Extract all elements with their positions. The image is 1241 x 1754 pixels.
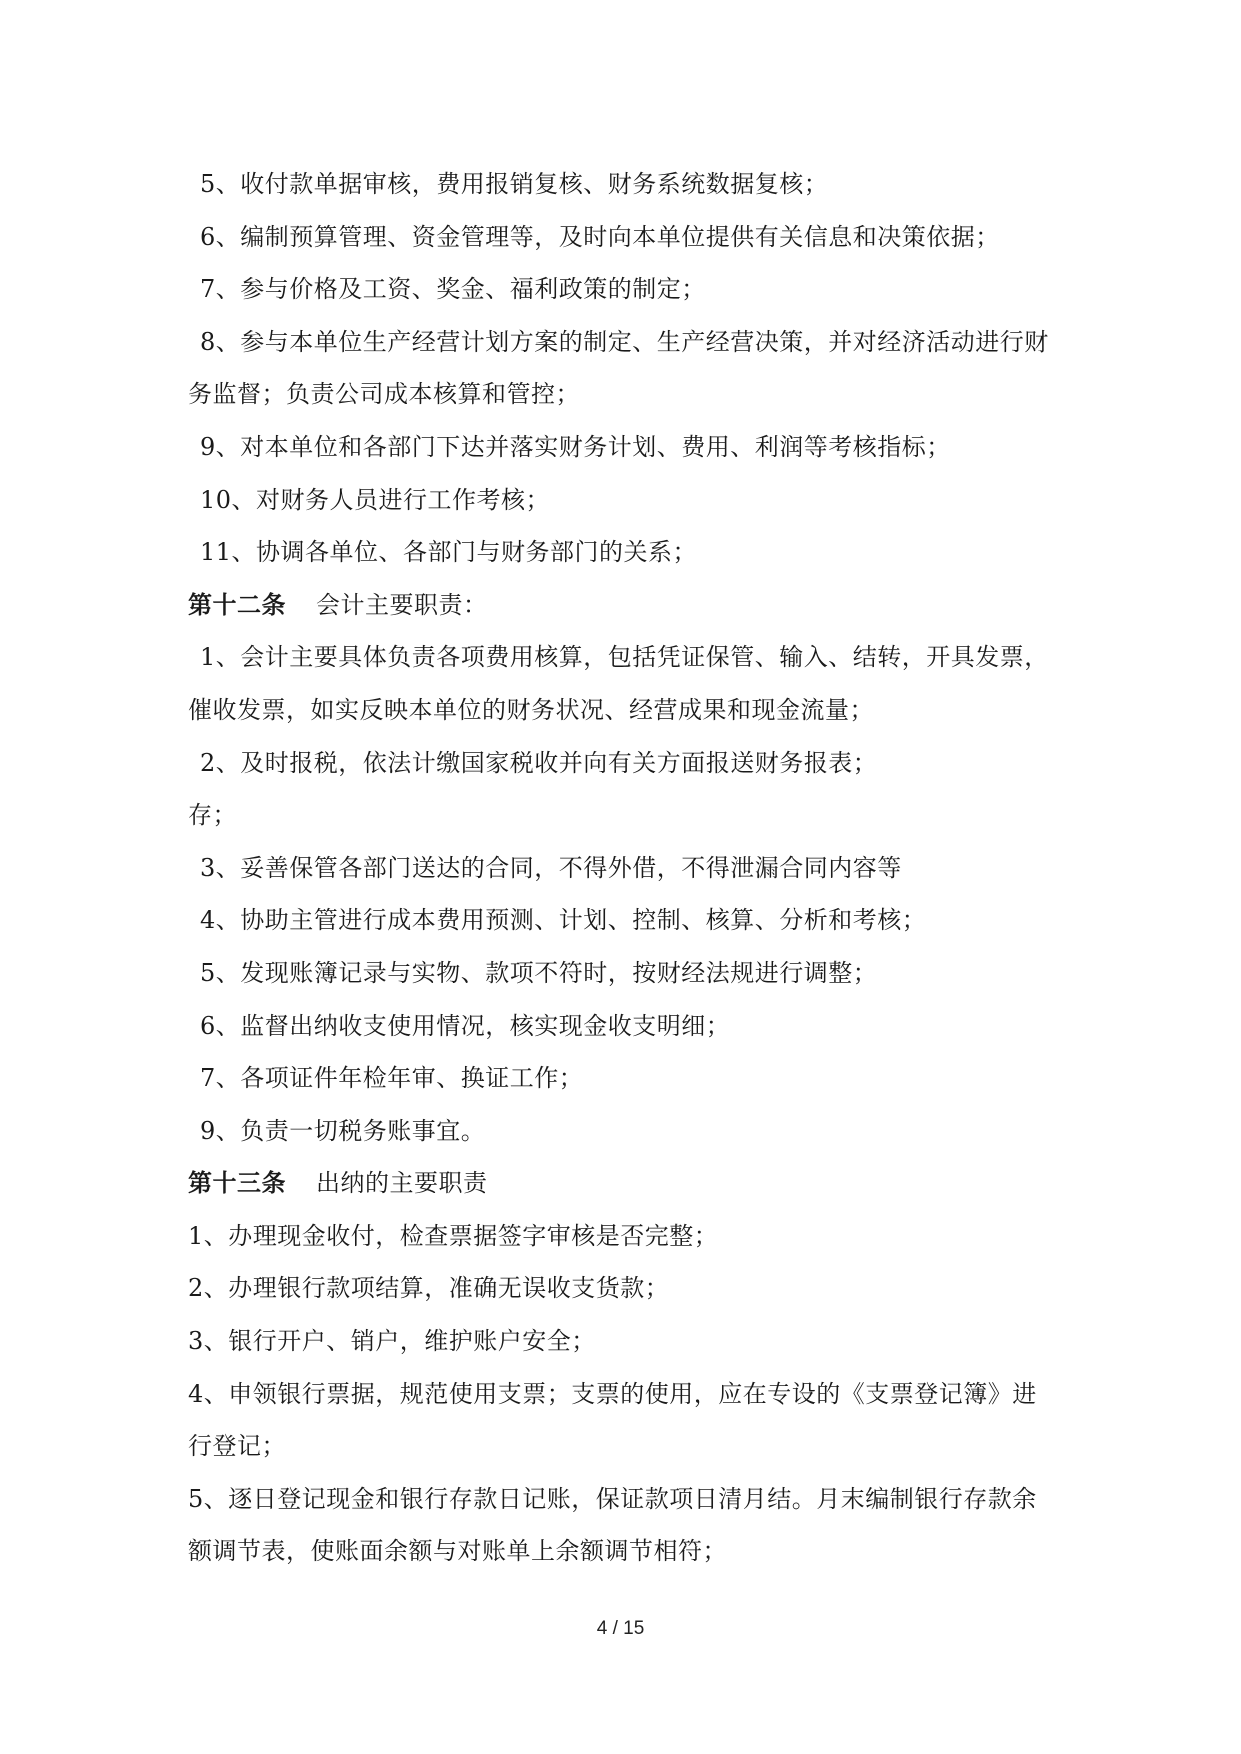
- article-13-heading: [188, 1157, 1068, 1210]
- paragraph-line: 2、办理银行款项结算，准确无误收支货款；: [188, 1274, 670, 1303]
- paragraph-line: 2、及时报税，依法计缴国家税收并向有关方面报送财务报表；: [200, 748, 878, 777]
- paragraph-line: 7、各项证件年检年审、换证工作；: [200, 1064, 584, 1093]
- article-title: 会计主要职责：: [316, 590, 488, 619]
- paragraph-line: 3、银行开户、销户，维护账户安全；: [188, 1327, 596, 1356]
- paragraph-line: 6、监督出纳收支使用情况，核实现金收支明细；: [200, 1011, 731, 1040]
- paragraph-line: 4、申领银行票据，规范使用支票；支票的使用，应在专设的《支票登记簿》进: [188, 1379, 1037, 1408]
- paragraph-line: 催收发票，如实反映本单位的财务状况、经营成果和现金流量；: [188, 695, 874, 724]
- paragraph-line: 存；: [188, 801, 237, 830]
- paragraph-line: 10、对财务人员进行工作考核；: [200, 485, 551, 514]
- article-title: 出纳的主要职责: [316, 1169, 488, 1198]
- article-12-heading: [188, 579, 1068, 632]
- paragraph-line: 5、发现账簿记录与实物、款项不符时，按财经法规进行调整；: [200, 958, 878, 987]
- paragraph-line: 1、办理现金收付，检查票据签字审核是否完整；: [188, 1221, 719, 1250]
- paragraph-line: 7、参与价格及工资、奖金、福利政策的制定；: [200, 275, 706, 304]
- paragraph-line: 3、妥善保管各部门送达的合同，不得外借，不得泄漏合同内容等: [200, 853, 902, 882]
- document-body: [188, 158, 1068, 1578]
- paragraph-line: 4、协助主管进行成本费用预测、计划、控制、核算、分析和考核；: [200, 906, 927, 935]
- paragraph-line: 5、收付款单据审核，费用报销复核、财务系统数据复核；: [200, 170, 829, 198]
- paragraph-line: 8、参与本单位生产经营计划方案的制定、生产经营决策，并对经济活动进行财: [200, 327, 1049, 356]
- paragraph-line: 11、协调各单位、各部门与财务部门的关系；: [200, 538, 698, 567]
- paragraph-line: 行登记；: [188, 1432, 286, 1461]
- page-number: 4 / 15: [596, 1618, 645, 1639]
- article-number: 第十二条: [188, 590, 286, 619]
- paragraph-line: 额调节表，使账面余额与对账单上余额调节相符；: [188, 1537, 727, 1566]
- paragraph-line: 6、编制预算管理、资金管理等，及时向本单位提供有关信息和决策依据；: [200, 222, 1000, 251]
- paragraph-line: 9、对本单位和各部门下达并落实财务计划、费用、利润等考核指标；: [200, 432, 951, 461]
- paragraph-line: 1、会计主要具体负责各项费用核算，包括凭证保管、输入、结转，开具发票，: [200, 643, 1049, 672]
- paragraph-line: 务监督；负责公司成本核算和管控；: [188, 380, 580, 409]
- article-number: 第十三条: [188, 1169, 286, 1198]
- paragraph-line: 5、逐日登记现金和银行存款日记账，保证款项日清月结。月末编制银行存款余: [188, 1484, 1037, 1513]
- paragraph-line: 9、负责一切税务账事宜。: [200, 1116, 486, 1145]
